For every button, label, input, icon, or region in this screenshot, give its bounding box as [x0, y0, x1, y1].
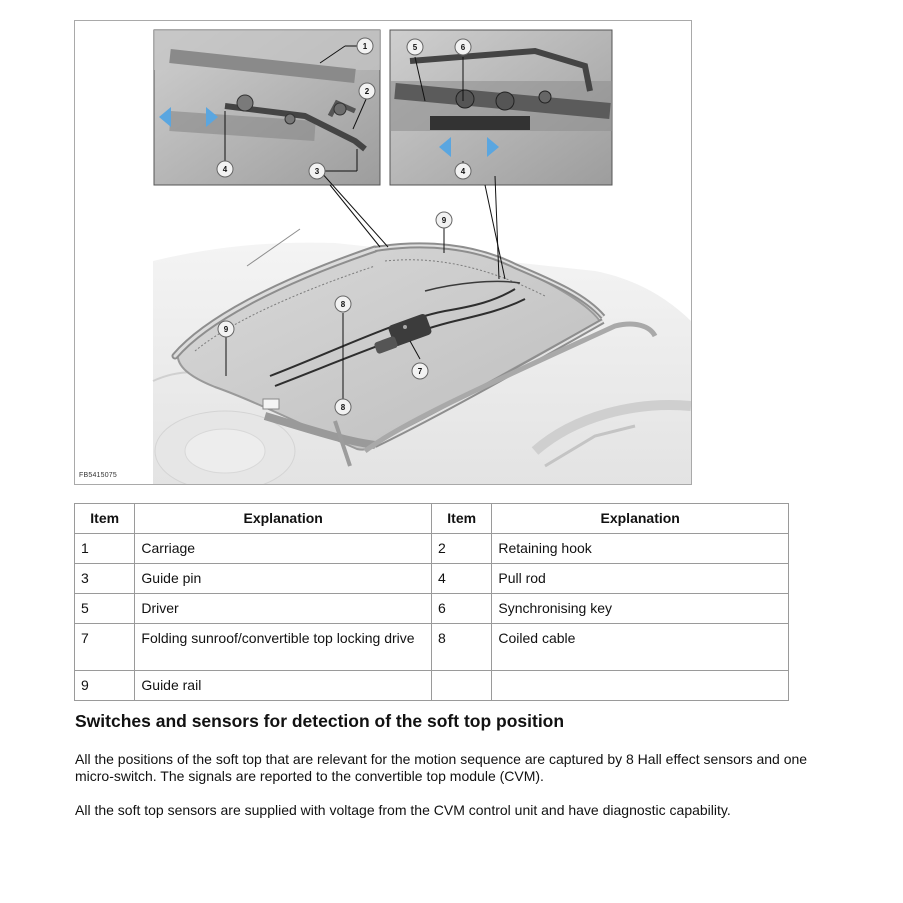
callout-6-text: 6	[460, 43, 466, 52]
callout-5	[407, 39, 423, 55]
header-explanation-1: Explanation	[135, 504, 432, 534]
callout-4-left	[217, 161, 233, 177]
cell-item: 4	[431, 564, 491, 594]
cell-explanation: Retaining hook	[492, 534, 789, 564]
callout-3-text: 3	[314, 167, 320, 176]
cell-item	[431, 671, 491, 701]
callout-4-right-text: 4	[460, 167, 466, 176]
cell-explanation: Pull rod	[492, 564, 789, 594]
callout-3	[309, 163, 325, 179]
header-item-1: Item	[75, 504, 135, 534]
callout-4-right	[455, 163, 471, 179]
detail-view-driver	[390, 30, 612, 185]
table-row	[75, 564, 789, 594]
cell-explanation	[492, 671, 789, 701]
cell-item: 3	[75, 564, 135, 594]
cell-explanation: Carriage	[135, 534, 432, 564]
cell-explanation: Folding sunroof/convertible top locking drive	[135, 624, 432, 671]
callout-1	[357, 38, 373, 54]
callout-9-top-text: 9	[441, 216, 447, 225]
cell-explanation: Coiled cable	[492, 624, 789, 671]
cell-explanation: Guide rail	[135, 671, 432, 701]
detail-view-carriage	[154, 30, 380, 185]
cell-item: 6	[431, 594, 491, 624]
paragraph-voltage: All the soft top sensors are supplied with voltage from the CVM control unit and have diagnostic capability.	[75, 802, 731, 818]
cell-item: 9	[75, 671, 135, 701]
cell-item: 1	[75, 534, 135, 564]
callout-8-bottom	[335, 399, 351, 415]
callout-4-left-text: 4	[222, 165, 228, 174]
callout-1-text: 1	[362, 42, 368, 51]
callout-8-top-text: 8	[340, 300, 346, 309]
callout-8-top	[335, 296, 351, 312]
callout-9-left	[218, 321, 234, 337]
cell-item: 7	[75, 624, 135, 671]
items-table	[74, 503, 789, 701]
table-row	[75, 534, 789, 564]
table-header-row	[75, 504, 789, 534]
table-row	[75, 594, 789, 624]
cell-item: 2	[431, 534, 491, 564]
callout-8-bottom-text: 8	[340, 403, 346, 412]
figure-code: FB5415075	[79, 472, 117, 479]
cell-explanation: Guide pin	[135, 564, 432, 594]
callout-6	[455, 39, 471, 55]
table-row	[75, 624, 789, 671]
cell-explanation: Driver	[135, 594, 432, 624]
header-item-2: Item	[431, 504, 491, 534]
callout-7	[412, 363, 428, 379]
callout-2-text: 2	[364, 87, 370, 96]
technical-illustration	[74, 20, 692, 485]
header-explanation-2: Explanation	[492, 504, 789, 534]
cell-item: 8	[431, 624, 491, 671]
cell-item: 5	[75, 594, 135, 624]
callout-2	[359, 83, 375, 99]
callout-9-left-text: 9	[223, 325, 229, 334]
callout-9-top	[436, 212, 452, 228]
callout-5-text: 5	[412, 43, 418, 52]
table-row	[75, 671, 789, 701]
callout-7-text: 7	[417, 367, 423, 376]
cell-explanation: Synchronising key	[492, 594, 789, 624]
soft-top-drawing	[75, 21, 691, 484]
section-heading: Switches and sensors for detection of the soft top position	[75, 711, 565, 731]
paragraph-sensors: All the positions of the soft top that are relevant for the motion sequence are captured by 8 Hall effect sensors and one micro-switch. The signals are reported to the convertible top module (CVM).	[75, 751, 808, 784]
